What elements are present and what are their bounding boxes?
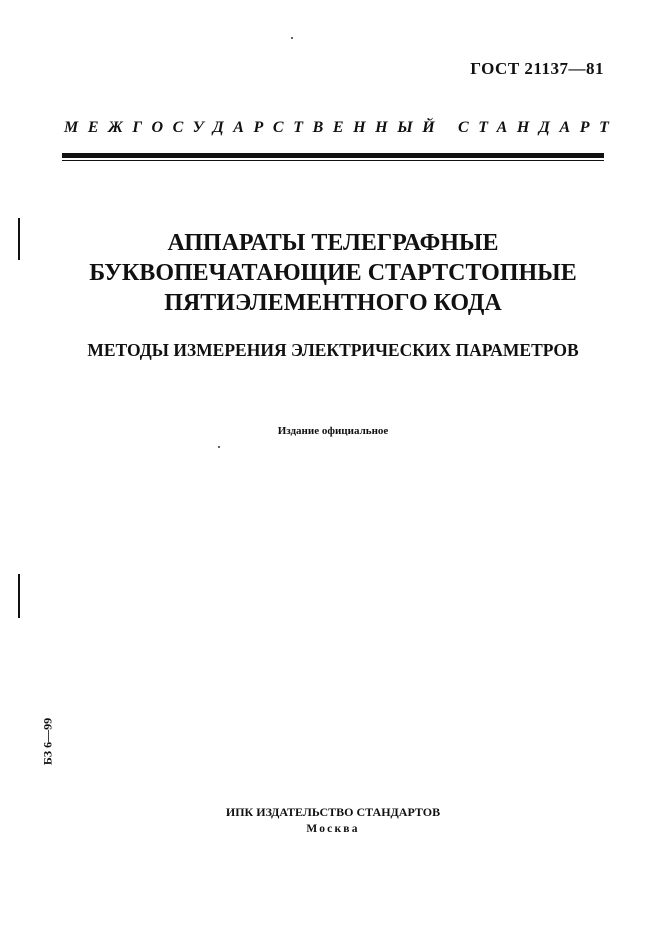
header-rule-thin bbox=[62, 160, 604, 161]
scan-speck bbox=[218, 446, 220, 448]
binding-mark-top bbox=[18, 218, 20, 260]
edition-note: Издание официальное bbox=[277, 425, 389, 437]
side-catalog-code: БЗ 6—99 bbox=[40, 717, 55, 766]
document-title bbox=[40, 228, 626, 318]
title-line-1: АППАРАТЫ ТЕЛЕГРАФНЫЕ bbox=[167, 230, 499, 256]
title-line-2: БУКВОПЕЧАТАЮЩИЕ СТАРТСТОПНЫЕ bbox=[89, 260, 577, 286]
title-line-3: ПЯТИЭЛЕМЕНТНОГО КОДА bbox=[164, 290, 502, 316]
standard-category: МЕЖГОСУДАРСТВЕННЫЙ СТАНДАРТ bbox=[64, 119, 619, 136]
header-rule-thick bbox=[62, 153, 604, 158]
publisher-name: ИПК ИЗДАТЕЛЬСТВО СТАНДАРТОВ bbox=[225, 805, 441, 819]
document-subtitle: МЕТОДЫ ИЗМЕРЕНИЯ ЭЛЕКТРИЧЕСКИХ ПАРАМЕТРОВ bbox=[87, 340, 579, 360]
standard-number: ГОСТ 21137—81 bbox=[470, 59, 604, 78]
binding-mark-bottom bbox=[18, 574, 20, 618]
scan-speck bbox=[291, 37, 293, 39]
publisher-city: Москва bbox=[306, 823, 360, 835]
